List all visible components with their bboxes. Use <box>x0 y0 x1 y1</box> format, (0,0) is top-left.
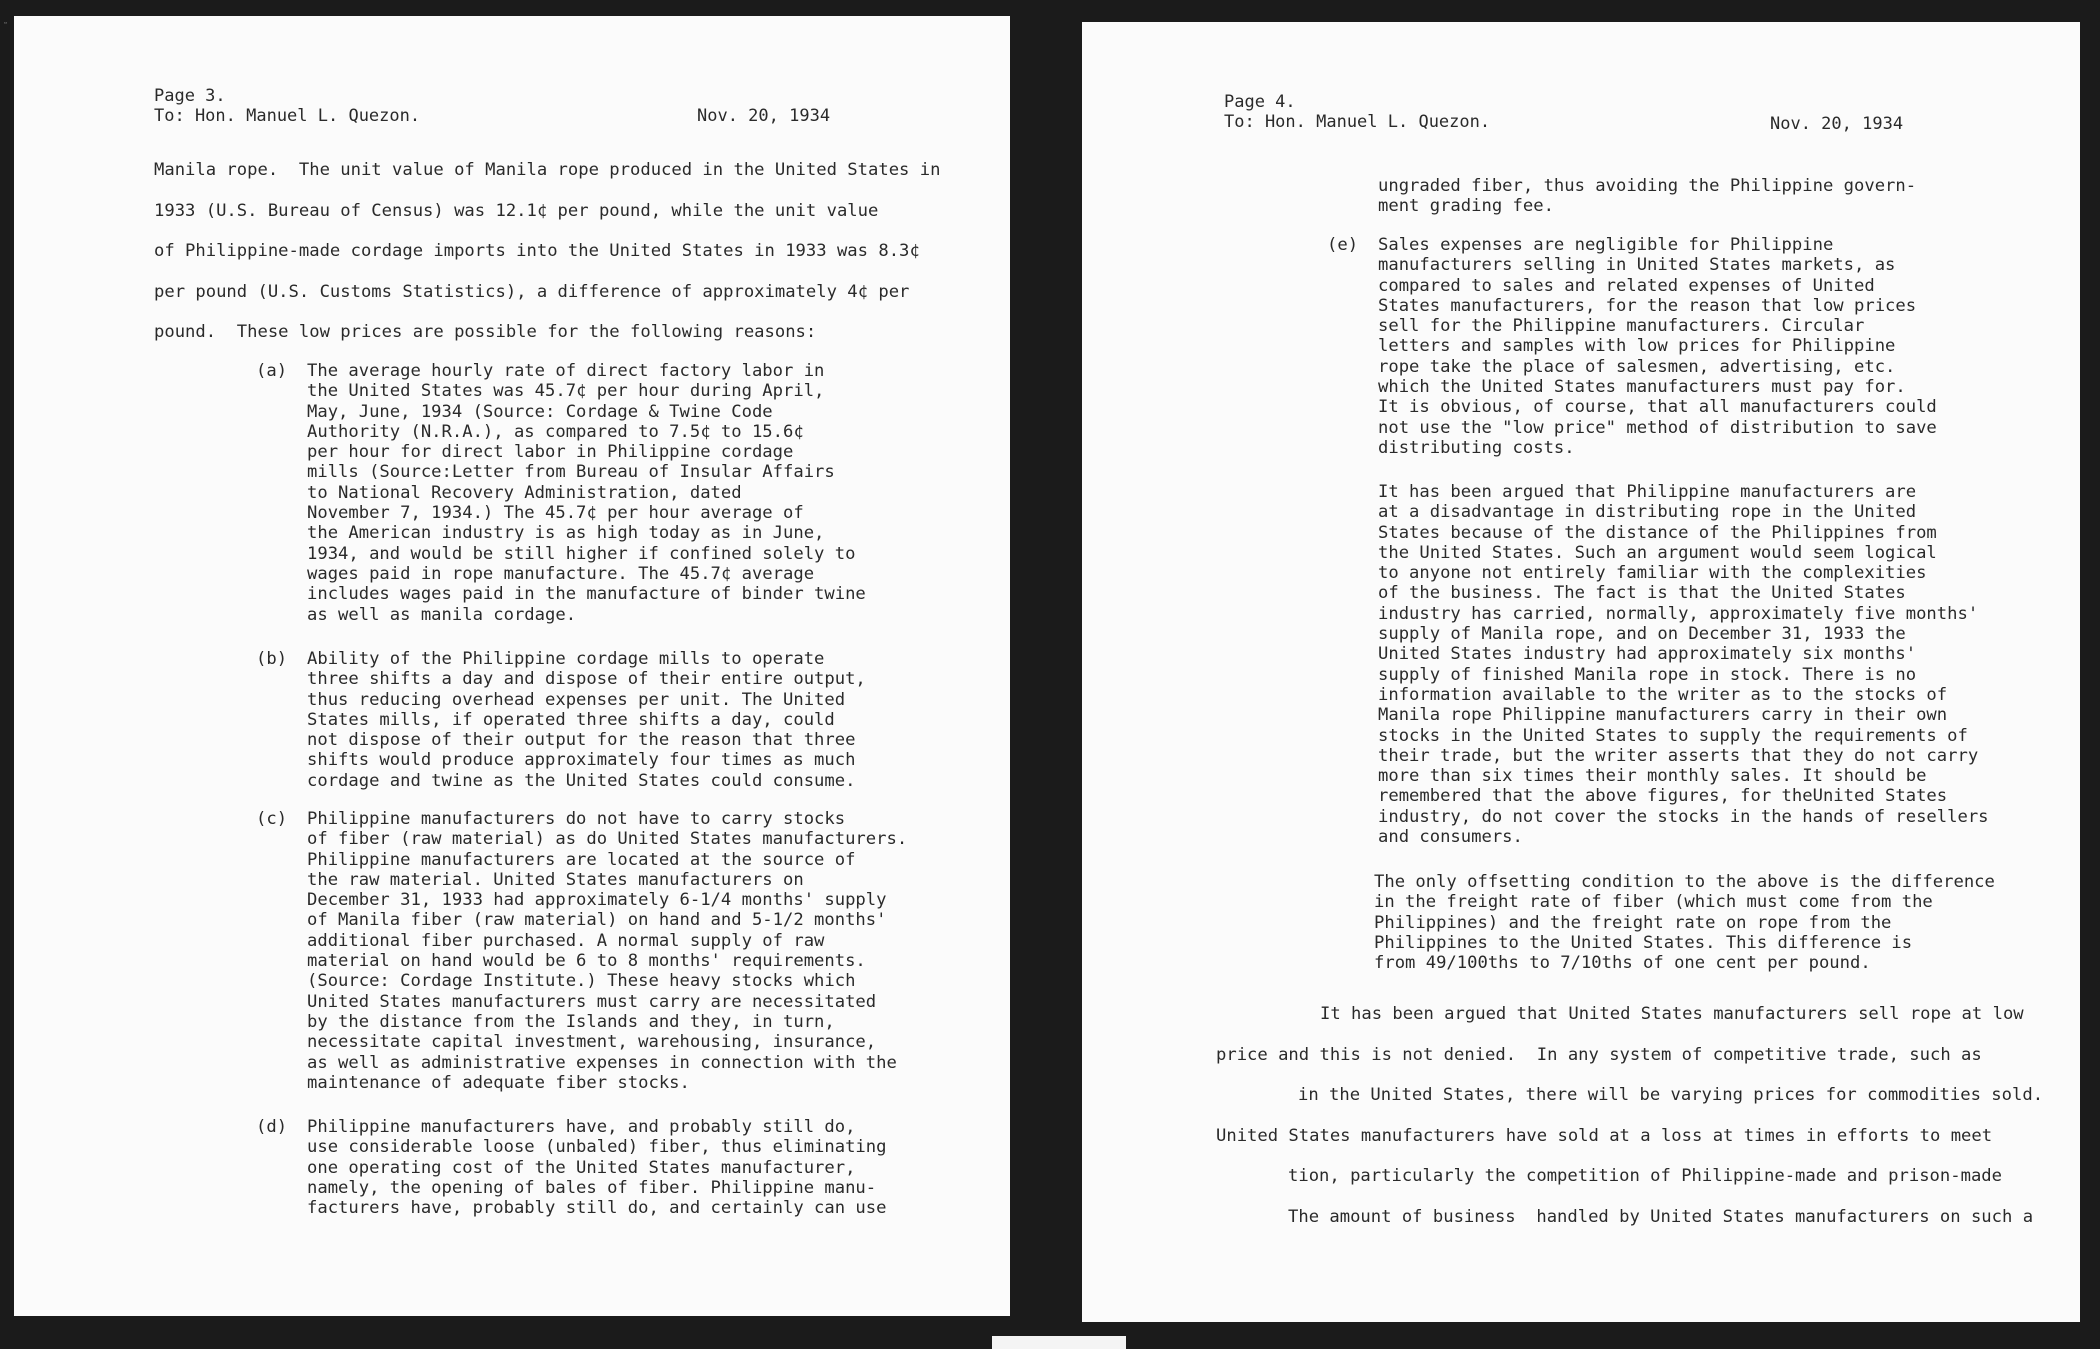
letter-date: Nov. 20, 1934 <box>697 106 831 126</box>
item-text-b: Ability of the Philippine cordage mills to operate three shifts a day and dispose of their entire output, thus reducing overhead expenses per unit. The United States mills, if operated three shifts a day, could not dispose of their output for the reason that three shifts would produce approximately four times as much cordage and twine as the United States could consume. <box>307 649 866 791</box>
item-label-b: (b) <box>256 649 288 669</box>
item-text-d: Philippine manufacturers have, and probably still do, use considerable loose (unbaled) fiber, thus eliminating one operating cost of the United States manufacturer, namely, the opening of bales of fiber. Philippine manu- facturers have, probably still do, and certainly can use <box>307 1117 887 1219</box>
item-text-c: Philippine manufacturers do not have to carry stocks of fiber (raw material) as do United States manufacturers. Philippine manufacturers are located at the source of the raw material. United States manufacturers on December 31, 1933 had approximately 6-1/4 months' supply of Manila fiber (raw material) on hand and 5-1/2 months' additional fiber purchased. A normal supply of raw material on hand would be 6 to 8 months' requirements. (Source: Cordage Institute.) These heavy stocks which United States manufacturers must carry are necessitated by the distance from the Islands and they, in turn, necessitate capital investment, warehousing, insurance, as well as administrative expenses in connection with the maintenance of adequate fiber stocks. <box>307 809 908 1093</box>
intro-paragraph: Manila rope. The unit value of Manila rope produced in the United States in 1933 (U.S. Bureau of Census) was 12.1¢ per pound, while the unit value of Philippine-made cordage imports into the United States in 1933 was 8.3¢ per pound (U.S. Customs Statistics), a difference of approximately 4¢ per pound. These low prices are possible for the following reasons: <box>154 160 941 342</box>
final-line-1: It has been argued that United States manufacturers sell rope at low <box>1320 1004 2024 1024</box>
item-label-e: (e) <box>1327 235 1359 255</box>
recipient-line: To: Hon. Manuel L. Quezon. <box>154 106 421 126</box>
final-line-3: in the United States, there will be varying prices for commodities sold. <box>1298 1085 2044 1105</box>
item-label-a: (a) <box>256 361 288 381</box>
item-label-d: (d) <box>256 1117 288 1137</box>
page-number: Page 4. <box>1224 92 1296 112</box>
item-text-e: Sales expenses are negligible for Philippine manufacturers selling in United States markets, as compared to sales and related expenses of United States manufacturers, for the reason that low prices sell for the Philippine manufacturers. Circular letters and samples with low prices for Philippine rope take the place of salesmen, advertising, etc. which the United States manufacturers must pay for. It is obvious, of course, that all manufacturers could not use the "low price" method of distribution to save distributing costs. <box>1378 235 1937 458</box>
scan-holder-tab <box>992 1336 1126 1349</box>
letter-date: Nov. 20, 1934 <box>1770 114 1904 134</box>
item-text-a: The average hourly rate of direct factory labor in the United States was 45.7¢ per hour during April, May, June, 1934 (Source: Cordage & Twine Code Authority (N.R.A.), as compared to 7.5¢ to 15.6¢ per hour for direct labor in Philippine cordage mills (Source:Letter from Bureau of Insular Affairs to National Recovery Administration, dated November 7, 1934.) The 45.7¢ per hour average of the American industry is as high today as in June, 1934, and would be still higher if confined solely to wages paid in rope manufacture. The 45.7¢ average includes wages paid in the manufacture of binder twine as well as manila cordage. <box>307 361 866 625</box>
continued-text: ungraded fiber, thus avoiding the Philippine govern- ment grading fee. <box>1378 176 1917 217</box>
final-line-4: United States manufacturers have sold at a loss at times in efforts to meet <box>1216 1126 1993 1146</box>
recipient-line: To: Hon. Manuel L. Quezon. <box>1224 112 1491 132</box>
freight-rate-paragraph: The only offsetting condition to the above is the difference in the freight rate of fiber (which must come from the Philippines) and the freight rate on rope from the Philippines to the United States. This difference is from 49/100ths to 7/10ths of one cent per pound. <box>1374 872 1995 974</box>
letter-page-3 <box>14 16 1010 1316</box>
final-line-5: tion, particularly the competition of Philippine-made and prison-made <box>1288 1166 2002 1186</box>
distance-argument-paragraph: It has been argued that Philippine manufacturers are at a disadvantage in distributing rope in the United States because of the distance of the Philippines from the United States. Such an argument would seem logical to anyone not entirely familiar with the complexities of the business. The fact is that the United States industry has carried, normally, approximately five months' supply of Manila rope, and on December 31, 1933 the United States industry had approximately six months' supply of finished Manila rope in stock. There is no information available to the writer as to the stocks of Manila rope Philippine manufacturers carry in their own stocks in the United States to supply the requirements of their trade, but the writer asserts that they do not carry more than six times their monthly sales. It should be remembered that the above figures, for theUnited States industry, do not cover the stocks in the hands of resellers and consumers. <box>1378 482 1989 848</box>
scan-mark: ▭ <box>4 20 8 26</box>
letter-page-4 <box>1082 22 2080 1322</box>
item-label-c: (c) <box>256 809 288 829</box>
final-line-6: The amount of business handled by United States manufacturers on such a <box>1288 1207 2034 1227</box>
page-number: Page 3. <box>154 86 226 106</box>
final-line-2: price and this is not denied. In any system of competitive trade, such as <box>1216 1045 1982 1065</box>
